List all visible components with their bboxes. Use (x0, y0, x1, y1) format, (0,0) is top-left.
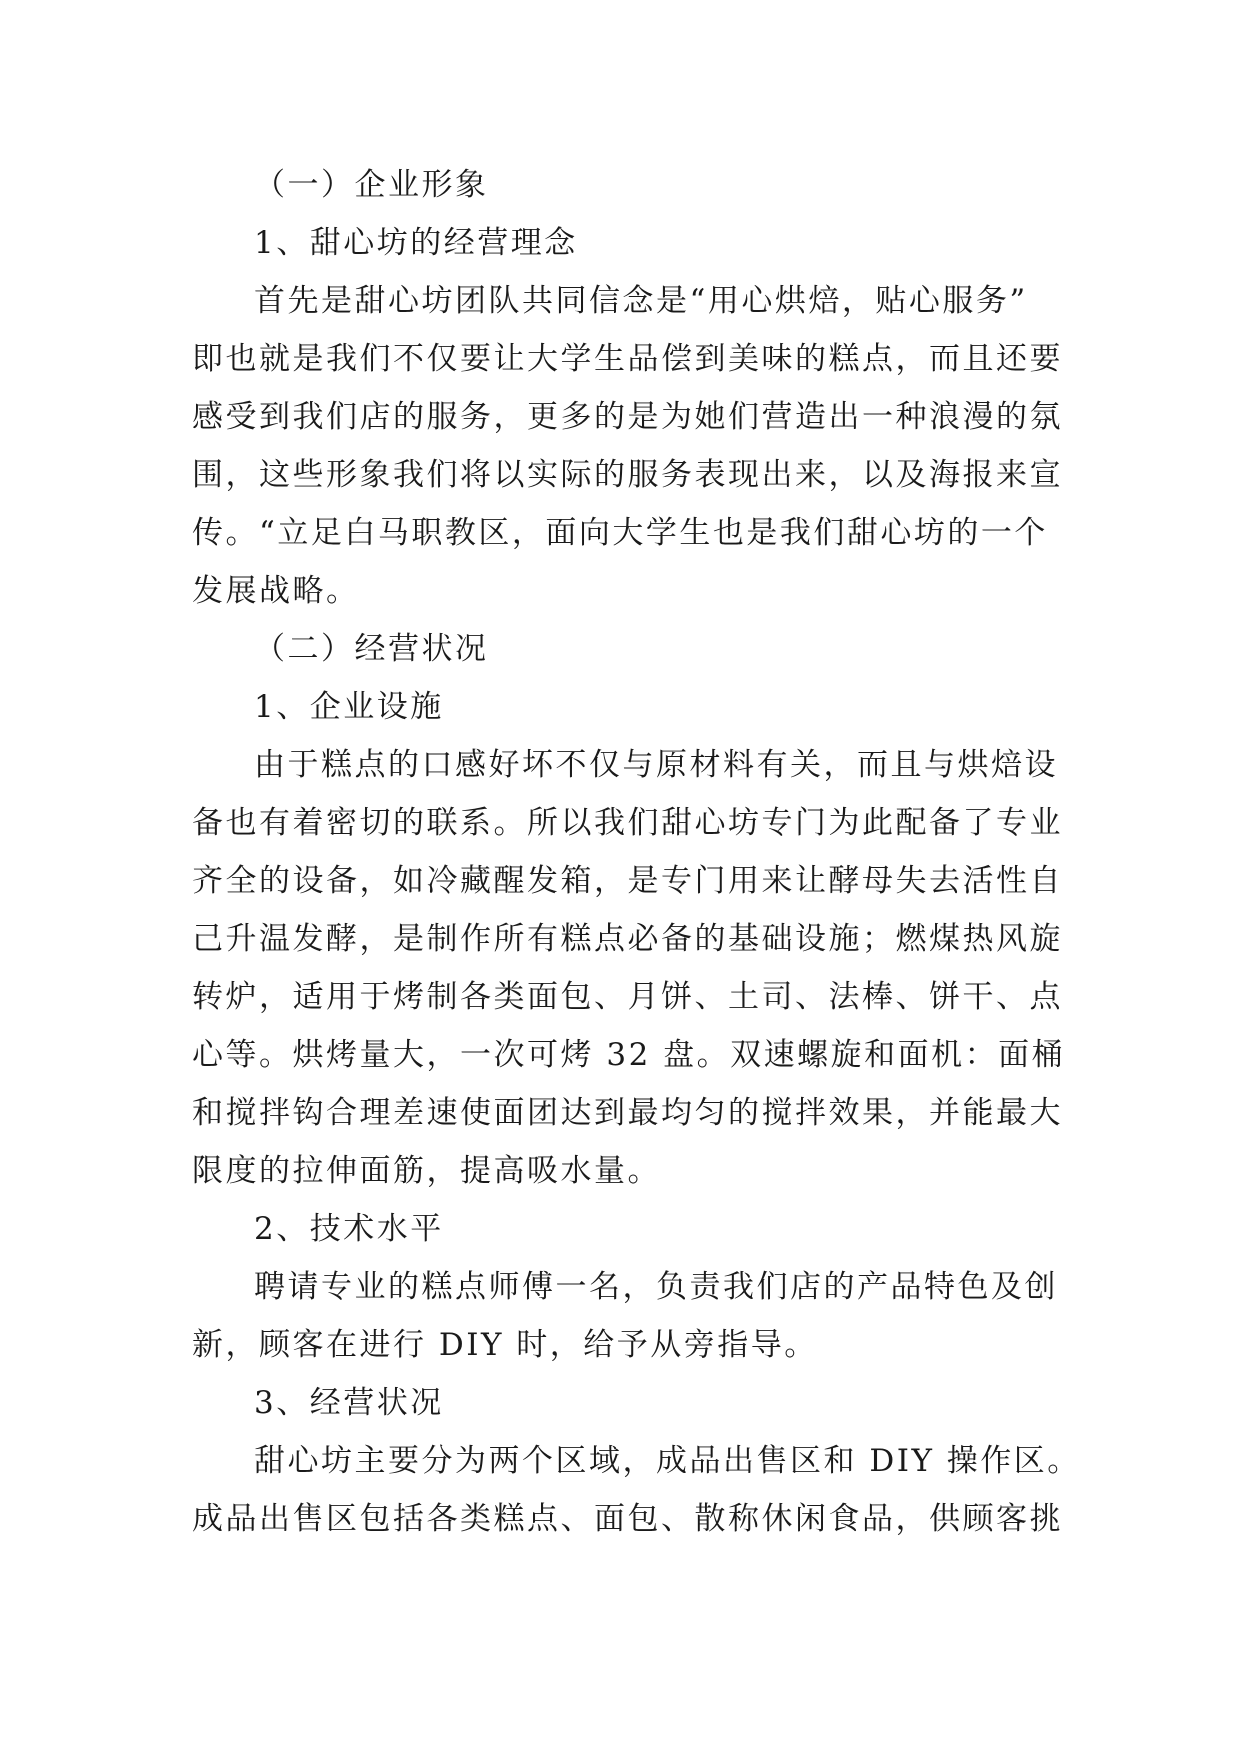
subheading-operating-status: 3、经营状况 (254, 1385, 444, 1421)
paragraph-line: 聘请专业的糕点师傅一名，负责我们店的产品特色及创 (254, 1269, 1058, 1305)
subheading-business-philosophy: 1、甜心坊的经营理念 (254, 225, 578, 261)
paragraph-line: 发展战略。 (192, 573, 360, 609)
section-heading-corporate-image: （一）企业形象 (254, 167, 489, 203)
paragraph-line: 齐全的设备，如冷藏醒发箱，是专门用来让酵母失去活性自 (192, 863, 1063, 899)
paragraph-line: 传。“立足白马职教区，面向大学生也是我们甜心坊的一个 (192, 515, 1048, 551)
paragraph-line: 甜心坊主要分为两个区域，成品出售区和 DIY 操作区。 (254, 1443, 1081, 1479)
paragraph-line: 感受到我们店的服务，更多的是为她们营造出一种浪漫的氛 (192, 399, 1063, 435)
paragraph-line: 己升温发酵，是制作所有糕点必备的基础设施；燃煤热风旋 (192, 921, 1063, 957)
section-heading-operating-status: （二）经营状况 (254, 631, 489, 667)
subheading-facilities: 1、企业设施 (254, 689, 444, 725)
paragraph-line: 心等。烘烤量大，一次可烤 32 盘。双速螺旋和面机：面桶 (192, 1037, 1066, 1073)
paragraph-line: 转炉，适用于烤制各类面包、月饼、土司、法棒、饼干、点 (192, 979, 1063, 1015)
paragraph-line: 成品出售区包括各类糕点、面包、散称休闲食品，供顾客挑 (192, 1501, 1063, 1537)
subheading-technical-level: 2、技术水平 (254, 1211, 444, 1247)
paragraph-line: 围，这些形象我们将以实际的服务表现出来，以及海报来宣 (192, 457, 1063, 493)
paragraph-line: 首先是甜心坊团队共同信念是“用心烘焙，贴心服务” (254, 283, 1028, 319)
paragraph-line: 新，顾客在进行 DIY 时，给予从旁指导。 (192, 1327, 818, 1363)
paragraph-line: 限度的拉伸面筋，提高吸水量。 (192, 1153, 661, 1189)
document-body (192, 156, 1081, 1548)
paragraph-line: 和搅拌钩合理差速使面团达到最均匀的搅拌效果，并能最大 (192, 1095, 1063, 1131)
paragraph-line: 由于糕点的口感好坏不仅与原材料有关，而且与烘焙设 (254, 747, 1058, 783)
paragraph-line: 备也有着密切的联系。所以我们甜心坊专门为此配备了专业 (192, 805, 1063, 841)
paragraph-line: 即也就是我们不仅要让大学生品偿到美味的糕点，而且还要 (192, 341, 1063, 377)
